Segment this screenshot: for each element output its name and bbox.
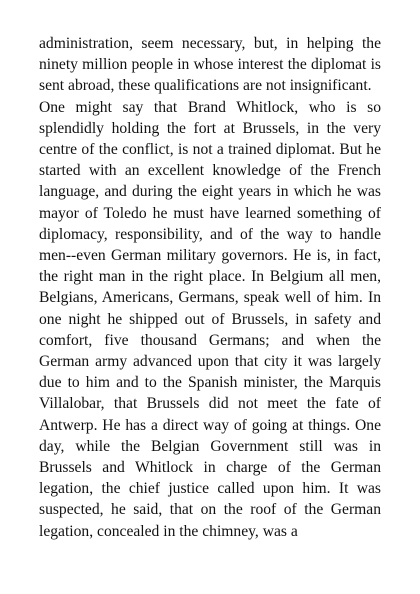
paragraph-whitlock: One might say that Brand Whitlock, who is so splendidly holding the fort at Brussels, in the very centre of the conflict, is not a trained diplomat. But he started with an excellent knowledge of the French language, and during the eight years in which he was mayor of Toledo he must have learned something of diplomacy, responsibility, and of the way to handle men--even German military governors. He is, in fact, the right man in the right place. In Belgium all men, Belgians, Americans, Germans, speak well of him. In one night he shipped out of Brussels, in safety and comfort, five thousand Germans; and when the German army advanced upon that city it was largely due to him and to the Spanish minister, the Marquis Villalobar, that Brussels did not meet the fate of Antwerp. He has a direct way of going at things. One day, while the Belgian Government still was in Brussels and Whitlock in charge of the German legation, the chief justice called upon him. It was suspected, he said, that on the roof of the German legation, concealed in the chimney, was a [39,98,381,540]
paragraph-continuation: administration, seem necessary, but, in helping the ninety million people in whose interest the diplomat is sent abroad, these qualifications are not insignificant. [39,35,381,95]
document-page [39,33,381,542]
